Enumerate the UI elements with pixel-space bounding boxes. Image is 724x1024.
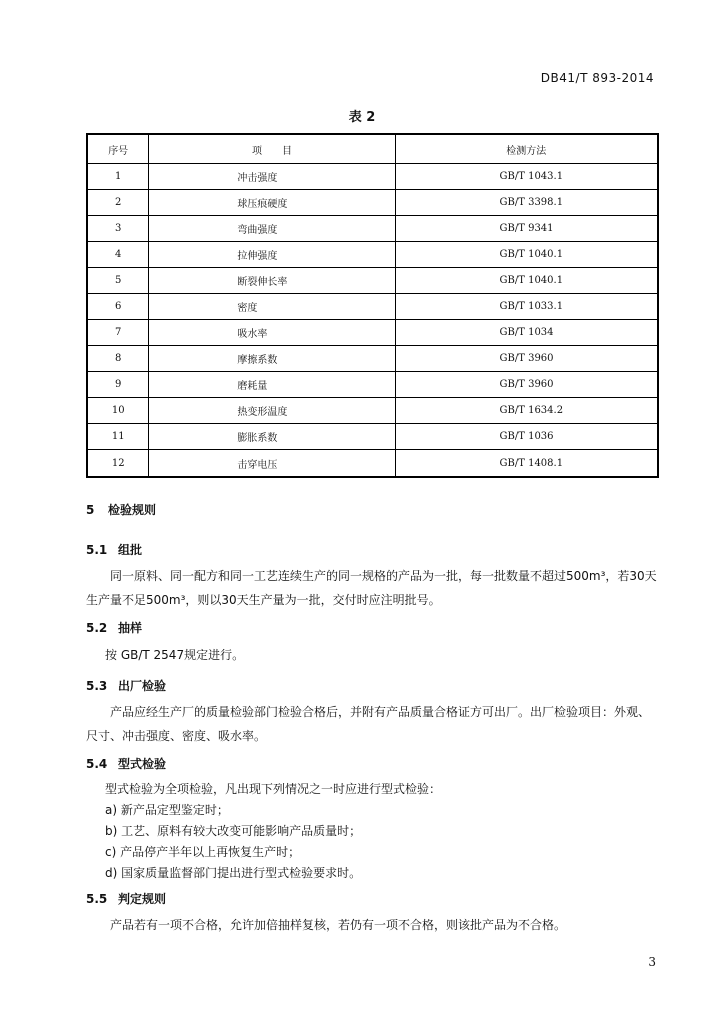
row-item-cell: 摩擦系数 xyxy=(149,346,395,372)
section-number: 5.3 xyxy=(86,679,108,693)
list-item: a) 新产品定型鉴定时； xyxy=(105,803,229,817)
row-item-cell: 击穿电压 xyxy=(149,450,395,478)
table-row xyxy=(87,164,658,190)
table-header-row xyxy=(87,134,658,164)
section-number: 5.5 xyxy=(86,892,108,906)
row-item-cell: 磨耗量 xyxy=(149,372,395,398)
row-item-cell: 热变形温度 xyxy=(149,398,395,424)
row-item-cell: 断裂伸长率 xyxy=(149,268,395,294)
row-number-cell: 6 xyxy=(87,294,149,320)
row-number-cell: 1 xyxy=(87,164,149,190)
table-row xyxy=(87,216,658,242)
header-item: 项 目 xyxy=(149,134,395,164)
section-5-5-heading xyxy=(86,890,166,907)
section-5-4-heading xyxy=(86,755,166,772)
row-number-cell: 5 xyxy=(87,268,149,294)
row-method-cell: GB/T 1034 xyxy=(395,320,658,346)
section-title: 抽样 xyxy=(118,621,143,635)
row-number-cell: 12 xyxy=(87,450,149,478)
section-number: 5.1 xyxy=(86,543,108,557)
row-item-cell: 密度 xyxy=(149,294,395,320)
section-number: 5 xyxy=(86,503,95,517)
section-number: 5.2 xyxy=(86,621,108,635)
table-row xyxy=(87,424,658,450)
section-title: 检验规则 xyxy=(108,503,157,517)
row-method-cell: GB/T 1033.1 xyxy=(395,294,658,320)
row-method-cell: GB/T 1634.2 xyxy=(395,398,658,424)
row-item-cell: 冲击强度 xyxy=(149,164,395,190)
row-method-cell: GB/T 1408.1 xyxy=(395,450,658,478)
row-number-cell: 3 xyxy=(87,216,149,242)
table-row xyxy=(87,450,658,478)
list-item: b) 工艺、原料有较大改变可能影响产品质量时； xyxy=(105,824,362,838)
standard-code: DB41/T 893-2014 xyxy=(540,71,654,85)
section-5-4-body xyxy=(105,779,441,884)
section-title: 出厂检验 xyxy=(118,679,167,693)
row-number-cell: 7 xyxy=(87,320,149,346)
test-method-table xyxy=(86,133,659,478)
row-method-cell: GB/T 3960 xyxy=(395,346,658,372)
section-5-4-intro: 型式检验为全项检验，凡出现下列情况之一时应进行型式检验： xyxy=(105,782,442,796)
row-item-cell: 吸水率 xyxy=(149,320,395,346)
row-method-cell: GB/T 1040.1 xyxy=(395,268,658,294)
section-title: 组批 xyxy=(118,543,143,557)
section-title: 判定规则 xyxy=(118,892,167,906)
section-5-5-text: 产品若有一项不合格，允许加倍抽样复核，若仍有一项不合格，则该批产品为不合格。 xyxy=(110,918,567,932)
section-number: 5.4 xyxy=(86,757,108,771)
table-row xyxy=(87,320,658,346)
table-row xyxy=(87,346,658,372)
section-5-1-text: 同一原料、同一配方和同一工艺连续生产的同一规格的产品为一批，每一批数量不超过500m³，若30天生产量不足500m³，则以30天生产量为一批，交付时应注明批号。 xyxy=(86,569,657,607)
row-item-cell: 弯曲强度 xyxy=(149,216,395,242)
row-number-cell: 10 xyxy=(87,398,149,424)
row-number-cell: 4 xyxy=(87,242,149,268)
row-method-cell: GB/T 3960 xyxy=(395,372,658,398)
row-method-cell: GB/T 1040.1 xyxy=(395,242,658,268)
table-row xyxy=(87,372,658,398)
row-method-cell: GB/T 9341 xyxy=(395,216,658,242)
table-row xyxy=(87,294,658,320)
section-title: 型式检验 xyxy=(118,757,167,771)
section-5-2-text: 按 GB/T 2547规定进行。 xyxy=(105,648,245,662)
row-number-cell: 9 xyxy=(87,372,149,398)
row-item-cell: 拉伸强度 xyxy=(149,242,395,268)
list-item: c) 产品停产半年以上再恢复生产时； xyxy=(105,845,301,859)
row-number-cell: 2 xyxy=(87,190,149,216)
header-method: 检测方法 xyxy=(395,134,658,164)
row-number-cell: 11 xyxy=(87,424,149,450)
section-5-1-heading xyxy=(86,541,142,558)
section-5-heading xyxy=(86,501,156,518)
table-row xyxy=(87,398,658,424)
table-row xyxy=(87,190,658,216)
row-number-cell: 8 xyxy=(87,346,149,372)
page-number: 3 xyxy=(648,955,656,969)
section-5-2-heading xyxy=(86,619,142,636)
row-method-cell: GB/T 3398.1 xyxy=(395,190,658,216)
row-method-cell: GB/T 1036 xyxy=(395,424,658,450)
header-no: 序号 xyxy=(87,134,149,164)
row-item-cell: 球压痕硬度 xyxy=(149,190,395,216)
row-item-cell: 膨胀系数 xyxy=(149,424,395,450)
row-method-cell: GB/T 1043.1 xyxy=(395,164,658,190)
section-5-3-heading xyxy=(86,677,166,694)
table-title: 表 2 xyxy=(348,110,376,125)
table-row xyxy=(87,242,658,268)
section-5-3-text: 产品应经生产厂的质量检验部门检验合格后，并附有产品质量合格证方可出厂。出厂检验项目：外观、尺寸、冲击强度、密度、吸水率。 xyxy=(86,705,651,743)
table-row xyxy=(87,268,658,294)
list-item: d) 国家质量监督部门提出进行型式检验要求时。 xyxy=(105,866,362,880)
